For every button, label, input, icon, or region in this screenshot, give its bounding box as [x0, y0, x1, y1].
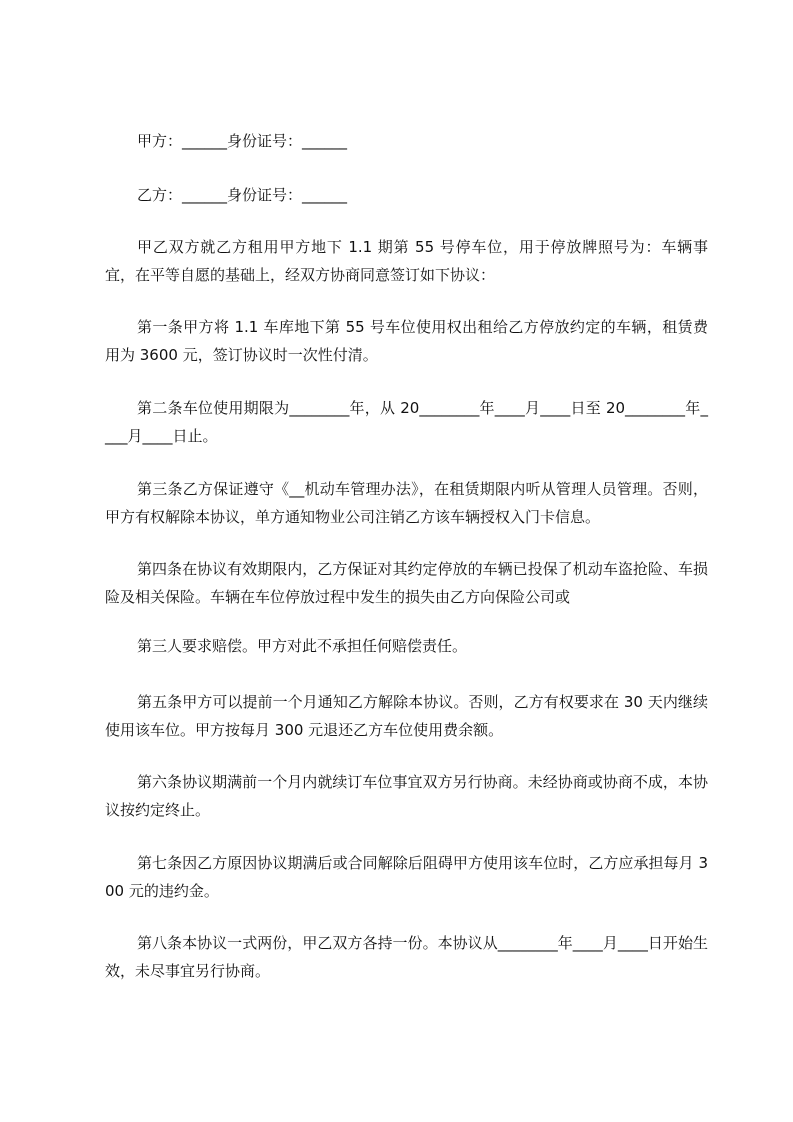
preamble-paragraph: 甲乙双方就乙方租用甲方地下 1.1 期第 55 号停车位，用于停放牌照号为：车辆事宜，在平等自愿的基础上，经双方协商同意签订如下协议：: [105, 238, 708, 284]
party-a-line: 甲方：______身份证号：______: [137, 132, 348, 150]
article-2-paragraph: 第二条车位使用期限为________年，从 20________年____月____日至 20________年____月____日止。: [105, 399, 708, 445]
article-7-paragraph: 第七条因乙方原因协议期满后或合同解除后阻碍甲方使用该车位时，乙方应承担每月 300 元的违约金。: [105, 854, 708, 900]
article-8-paragraph: 第八条本协议一式两份，甲乙双方各持一份。本协议从________年____月____日开始生效，未尽事宜另行协商。: [105, 934, 708, 980]
article-5-paragraph: 第五条甲方可以提前一个月通知乙方解除本协议。否则，乙方有权要求在 30 天内继续使用该车位。甲方按每月 300 元退还乙方车位使用费余额。: [105, 693, 708, 739]
party-b-line: 乙方：______身份证号：______: [137, 186, 348, 204]
article-4-continuation: 第三人要求赔偿。甲方对此不承担任何赔偿责任。: [137, 637, 468, 655]
article-6-paragraph: 第六条协议期满前一个月内就续订车位事宜双方另行协商。未经协商或协商不成，本协议按约定终止。: [105, 773, 708, 819]
article-3-paragraph: 第三条乙方保证遵守《__机动车管理办法》，在租赁期限内听从管理人员管理。否则，甲方有权解除本协议，单方通知物业公司注销乙方该车辆授权入门卡信息。: [105, 480, 708, 526]
article-4-paragraph: 第四条在协议有效期限内，乙方保证对其约定停放的车辆已投保了机动车盗抢险、车损险及相关保险。车辆在车位停放过程中发生的损失由乙方向保险公司或: [105, 560, 708, 606]
article-1-paragraph: 第一条甲方将 1.1 车库地下第 55 号车位使用权出租给乙方停放约定的车辆，租赁费用为 3600 元，签订协议时一次性付清。: [105, 318, 708, 364]
